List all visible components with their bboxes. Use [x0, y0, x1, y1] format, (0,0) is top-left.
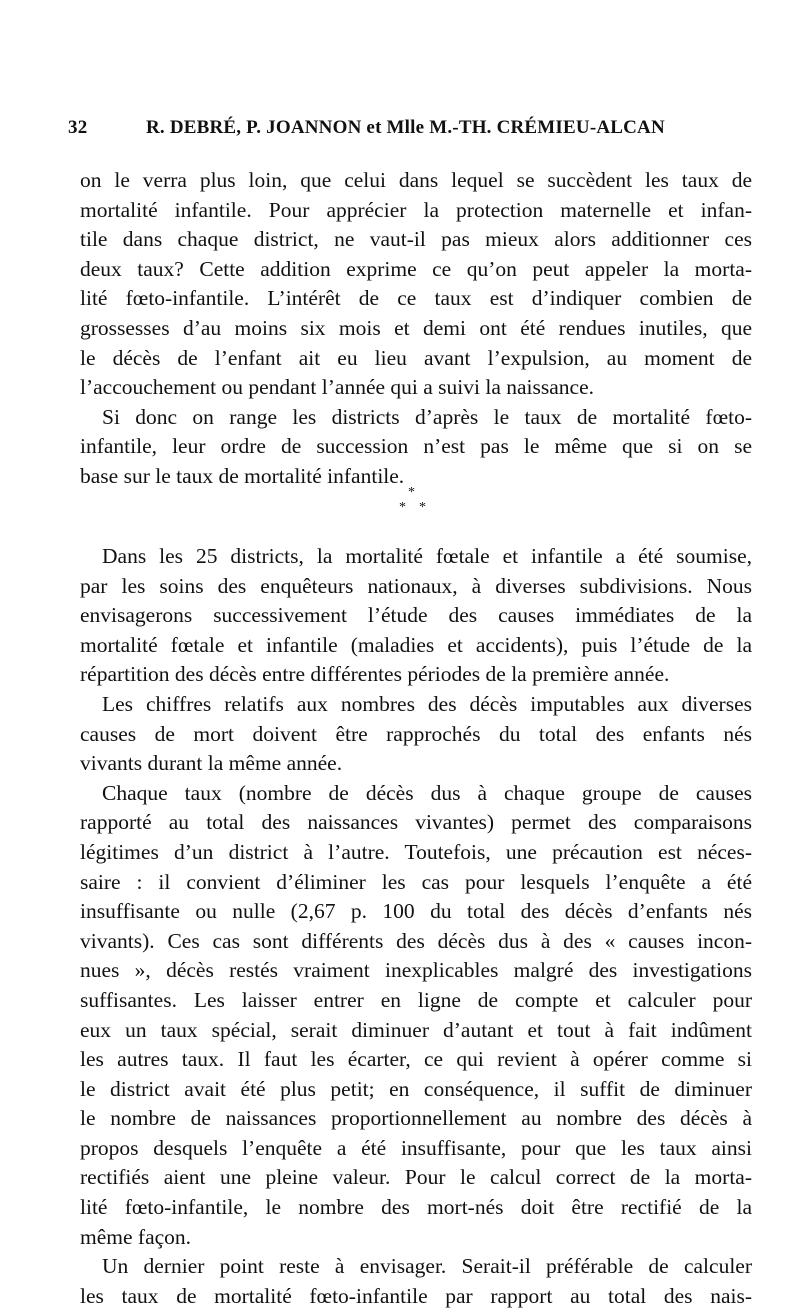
text-line: les autres taux. Il faut les écarter, ce qui revient à opérer comme si — [80, 1047, 752, 1072]
text-line: lité fœto-infantile. L’intérêt de ce taux est d’indiquer combien de — [80, 286, 752, 311]
text-line: infantile, leur ordre de succession n’est pas le même que si on se — [80, 434, 752, 459]
text-line: propos desquels l’enquête a été insuffisante, pour que les taux ainsi — [80, 1135, 752, 1160]
text-line: saire : il convient d’éliminer les cas pour lesquels l’enquête a été — [80, 869, 752, 894]
text-line: on le verra plus loin, que celui dans lequel se succèdent les taux de — [80, 168, 752, 192]
text-line: vivants). Ces cas sont différents des décès dus à des « causes incon- — [80, 928, 752, 953]
text-line: le décès de l’enfant ait eu lieu avant l’expulsion, au moment de — [80, 345, 752, 370]
text-line: causes de mort doivent être rapprochés du total des enfants nés — [80, 721, 752, 746]
page-number: 32 — [68, 117, 88, 138]
text-line: vivants durant la même année. — [80, 751, 343, 776]
text-line: rectifiés aient une pleine valeur. Pour le calcul correct de la morta- — [80, 1165, 752, 1190]
asterisk: * — [419, 500, 426, 515]
text-line: deux taux? Cette addition exprime ce qu’on peut appeler la morta- — [80, 256, 752, 281]
asterisk: * — [399, 500, 406, 515]
text-line: Les chiffres relatifs aux nombres des décès imputables aux diverses — [102, 691, 752, 716]
text-line: mortalité fœtale et infantile (maladies et accidents), puis l’étude de la — [80, 632, 752, 657]
text-line: grossesses d’au moins six mois et demi ont été rendues inutiles, que — [80, 315, 752, 340]
text-line: eux un taux spécial, serait diminuer d’autant et tout à fait indûment — [80, 1017, 752, 1042]
text-line: nues », décès restés vraiment inexplicables malgré des investigations — [80, 958, 752, 983]
text-line: le district avait été plus petit; en conséquence, il suffit de diminuer — [80, 1076, 752, 1101]
paragraph-block-1 — [80, 166, 752, 492]
text-line: rapporté au total des naissances vivantes) permet des comparaisons — [80, 810, 752, 835]
running-header — [68, 117, 708, 147]
text-line: base sur le taux de mortalité infantile. — [80, 463, 405, 488]
text-line: envisagerons successivement l’étude des causes immédiates de la — [80, 603, 752, 628]
text-line: légitimes d’un district à l’autre. Toutefois, une précaution est néces- — [80, 839, 752, 864]
text-line: même façon. — [80, 1224, 192, 1249]
text-line: Si donc on range les districts d’après le taux de mortalité fœto- — [102, 404, 752, 429]
text-line: suffisantes. Les laisser entrer en ligne de compte et calculer pour — [80, 987, 752, 1012]
asterism-separator — [392, 486, 442, 522]
text-line: Dans les 25 districts, la mortalité fœtale et infantile a été soumise, — [102, 544, 752, 568]
text-line: le nombre de naissances proportionnellement au nombre des décès à — [80, 1106, 752, 1131]
text-line: Chaque taux (nombre de décès dus à chaque groupe de causes — [102, 780, 752, 805]
text-line: Un dernier point reste à envisager. Serait-il préférable de calculer — [102, 1254, 752, 1279]
text-line: l’accouchement ou pendant l’année qui a suivi la naissance. — [80, 375, 595, 400]
text-line: lité fœto-infantile, le nombre des mort-nés doit être rectifié de la — [80, 1195, 752, 1220]
header-title: R. DEBRÉ, P. JOANNON et Mlle M.-TH. CRÉMIEU-ALCAN — [146, 117, 665, 138]
text-line: mortalité infantile. Pour apprécier la protection maternelle et infan- — [80, 197, 752, 222]
paragraph-block-2 — [80, 542, 752, 1311]
text-line: par les soins des enquêteurs nationaux, à diverses subdivisions. Nous — [80, 573, 752, 598]
asterisk: * — [408, 485, 415, 500]
text-line: insuffisante ou nulle (2,67 p. 100 du total des décès d’enfants nés — [80, 899, 752, 924]
text-line: répartition des décès entre différentes périodes de la première année. — [80, 662, 670, 687]
text-line: tile dans chaque district, ne vaut-il pas mieux alors additionner ces — [80, 227, 752, 252]
text-line: les taux de mortalité fœto-infantile par rapport au total des nais- — [80, 1283, 752, 1308]
